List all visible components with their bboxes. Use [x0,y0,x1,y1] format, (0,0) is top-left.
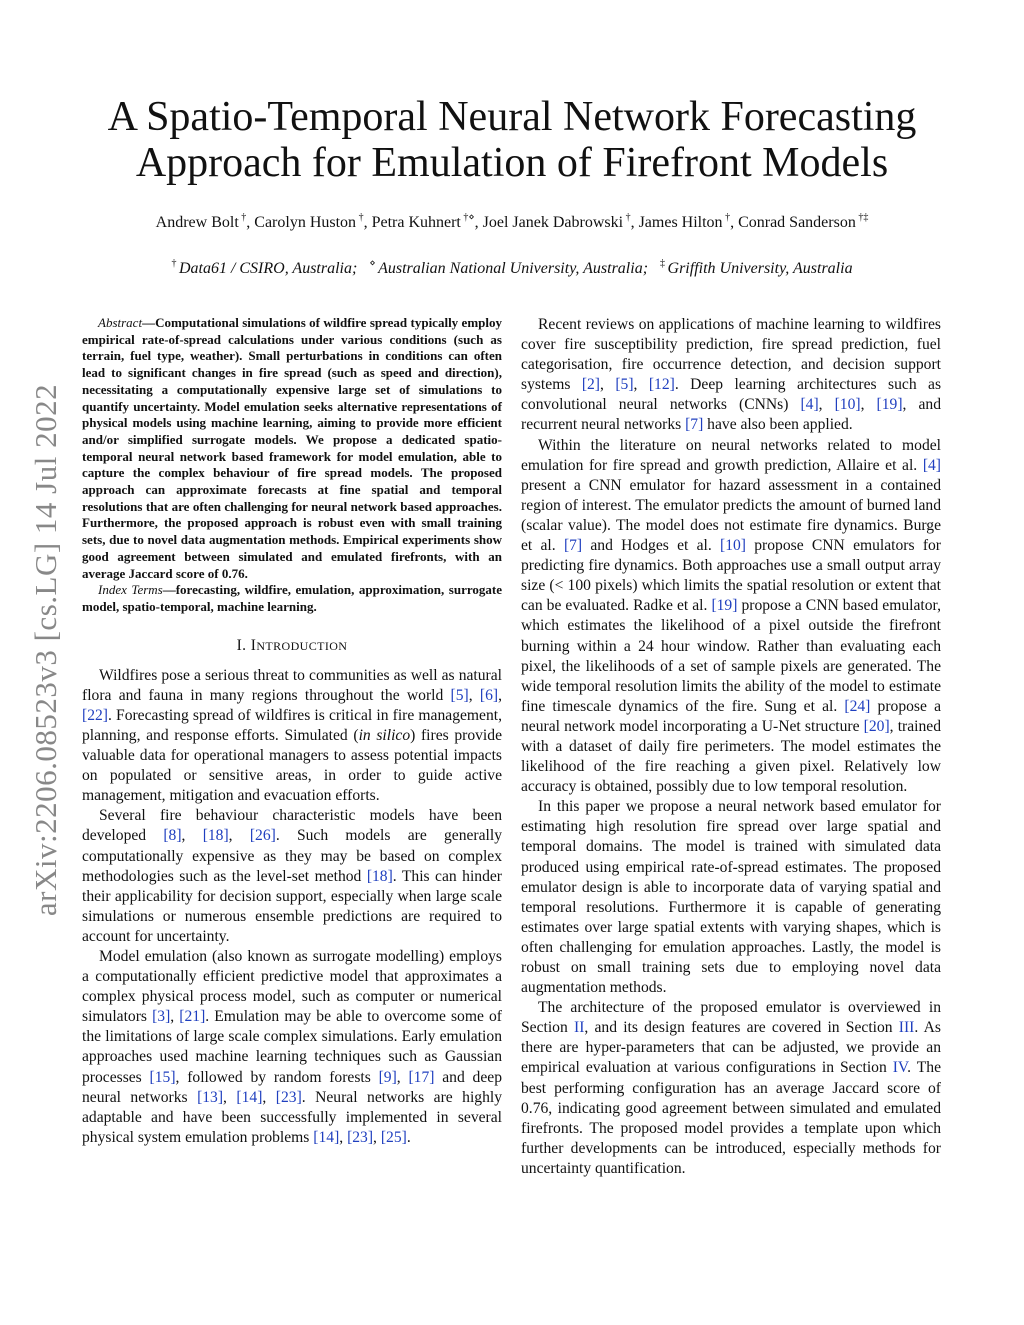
citation-link[interactable]: [23] [275,1088,302,1106]
right-body [521,315,941,1179]
author-name: Carolyn Huston [254,214,357,231]
right-paragraph-1: Recent reviews on applications of machine learning to wildfires cover fire susceptibility prediction, fire spread prediction, fuel categorisation, fire occurrence detection, and decision support systems [2], [5], [12]. Deep learning architectures such as convolutional neural networks (CNNs) [4], [10], [19], and recurrent neural networks [7] have also been applied. [521,316,942,434]
affiliation [660,260,853,277]
abstract [82,315,502,582]
section-heading-introduction: I. INTRODUCTION [236,636,348,654]
author [156,214,247,231]
citation-link[interactable]: [23] [347,1128,374,1146]
citation-link[interactable]: [24] [844,697,871,715]
citation-link[interactable]: IV [892,1059,908,1077]
abstract-label: Abstract [98,315,143,330]
citation-link[interactable]: [7] [685,416,704,434]
citation-link[interactable]: [10] [834,396,861,414]
affiliation-name: Australian National University, Australia; [378,260,649,277]
author-affiliation-marks: † [356,212,364,223]
citation-link[interactable]: [17] [408,1068,435,1086]
affiliation [369,260,648,277]
abstract-text: —Computational simulations of wildfire spread typically employ empirical rate-of-spread calculations under various conditions (such as terrain, fuel type, weather). Small perturbations in conditions can often lead to significant changes in fire spread (such as speed and direction), necessitating a computationally expensive large set of simulations to quantify uncertainty. Model emulation seeks alternative representations of physical models using machine learning, aiming to provide more efficient and/or simplified surrogate models. We propose a dedicated spatio-temporal neural network based framework for model emulation, able to capture the complex behaviour of fire spread models. The proposed approach can approximate forecasts at fine spatial and temporal resolutions that are often challenging for neural network based approaches. Furthermore, the proposed approach is robust even with small training sets, due to novel data augmentation methods. Empirical experiments show good agreement between simulated and emulated firefronts, with an average Jaccard score of 0.76. [82,315,502,581]
citation-link[interactable]: [19] [876,396,903,414]
arxiv-sidebar [28,360,64,940]
author [372,214,475,231]
title-line-2: Approach for Emulation of Firefront Models [135,140,889,186]
citation-link[interactable]: [21] [179,1008,206,1026]
left-paragraph-3: Model emulation (also known as surrogate modelling) employs a computationally efficient predictive model that approximates a complex physical process model, such as computer or numerical simulators [3], [21]. Emulation may be able to overcome some of the limitations of large scale complex simulations. Early emulation approaches used machine learning techniques such as Gaussian processes [15], followed by random forests [9], [17] and deep neural networks [13], [14], [23]. Neural networks are highly adaptable and have been successfully implemented in several physical system emulation problems [14], [23], [25]. [82,947,503,1146]
citation-link[interactable]: [25] [380,1128,407,1146]
author-name: James Hilton [638,214,723,231]
author-affiliation-marks: † [722,212,731,223]
paper-title [80,94,944,186]
citation-link[interactable]: [14] [313,1128,340,1146]
author-name: Petra Kuhnert [371,214,461,231]
author-name: Andrew Bolt [155,214,239,231]
author-affiliation-marks: † [623,212,631,223]
citation-link[interactable]: [10] [720,537,746,555]
affiliation-mark: ⋄ [369,258,379,269]
affiliation-list [60,258,964,280]
citation-link[interactable]: [18] [202,827,229,845]
left-paragraph-2: Several fire behaviour characteristic models have been developed [8], [18], [26]. Such models are generally computationally expensive as they may be based on complex methodologies such as the level-set method [18]. This can hinder their applicability for decision support, especially when large scale simulations or numerous ensemble predictions are required to account for uncertainty. [82,807,503,945]
citation-link[interactable]: III [898,1019,915,1037]
author-list: Andrew Bolt †, Carolyn Huston †, Petra Kuhnert †⋄, Joel Janek Dabrowski †, James Hilton †, Conrad Sanderson †‡ [155,212,869,231]
affiliation-name: Griffith University, Australia [667,260,853,277]
right-paragraph-4: The architecture of the proposed emulator is overviewed in Section II, and its design features are covered in Section III. As there are hyper-parameters that can be adjusted, we provide an empirical evaluation at various configurations in Section IV. The best performing configuration has an average Jaccard score of 0.76, indicating good agreement between simulated and emulated firefronts. The proposed model provides a template upon which further developments can be introduced, especially methods for uncertainty quantification. [521,999,941,1177]
author [738,214,868,231]
left-column [82,315,502,1148]
citation-link[interactable]: [15] [149,1068,176,1086]
title-line-1: A Spatio-Temporal Neural Network Forecasting [107,94,917,140]
right-paragraph-2: Within the literature on neural networks related to model emulation for fire spread and growth prediction, Allaire et al. [4] present a CNN emulator for hazard assessment in a contained region of interest. The emulator predicts the amount of burned land (scalar value). The model does not estimate fire dynamics. Burge et al. [7] and Hodges et al. [10] propose CNN emulators for predicting fire dynamics. Both approaches use a small output array size (< 100 pixels) which limits the spatial resolution or extent that can be evaluated. Radke et al. [19] propose a CNN based emulator, which estimates the likelihood of a pixel outside the firefront burning within a 24 hour window. Rather than evaluating each pixel, the likelihoods of a set of sample pixels are generated. The wide temporal resolution limits the ability of the model to estimate fine timescale dynamics of the fire. Sung et al. [24] propose a neural network model incorporating a U-Net structure [20], trained with a dataset of daily fire perimeters. The model estimates the likelihood of the fire reaching a given pixel. Relatively low accuracy is obtained, possibly due to low temporal resolution. [521,436,942,796]
citation-link[interactable]: [7] [563,537,583,555]
arxiv-identifier: arXiv:2206.08523v3 [cs.LG] 14 Jul 2022 [28,383,63,917]
citation-link[interactable]: [13] [197,1088,224,1106]
author-name: Conrad Sanderson [738,214,856,231]
index-terms-text: —forecasting, wildfire, emulation, approximation, surrogate model, spatio-temporal, machine learning. [82,582,502,614]
author-affiliation-marks: †⋄ [460,212,475,223]
left-paragraph-1: Wildfires pose a serious threat to communities as well as natural flora and fauna in many regions throughout the world [5], [6], [22]. Forecasting spread of wildfires is critical in fire management, planning, and response efforts. Simulated (in silico) fires provide valuable data for operational managers to assess potential impacts on populated or sensitive areas, in order to guide active management, mitigation and evacuation efforts. [82,666,502,805]
index-terms [82,582,502,615]
author-affiliation-marks: † [238,212,247,223]
citation-link[interactable]: [3] [152,1008,171,1026]
index-terms-label: Index Terms [98,582,163,598]
affiliation-mark: † [171,258,179,269]
citation-link[interactable]: [5] [615,376,634,394]
citation-link[interactable]: [26] [249,827,276,845]
citation-link[interactable]: [20] [863,717,890,735]
citation-link[interactable]: [4] [800,396,819,414]
author-name: Joel Janek Dabrowski [482,214,624,231]
citation-link[interactable]: [18] [366,867,393,885]
citation-link[interactable]: [12] [648,376,675,394]
affiliation-mark: ‡ [660,258,668,269]
citation-link[interactable]: [6] [479,686,499,704]
citation-link[interactable]: II [574,1019,585,1037]
left-body [82,666,502,1148]
emphasis: in silico [358,726,411,744]
affiliation [171,260,357,277]
author [483,214,631,231]
citation-link[interactable]: [22] [82,706,108,724]
author [254,214,363,231]
right-paragraph-3: In this paper we propose a neural network based emulator for estimating high resolution fire spread over large spatial and temporal domains. The model is trained with simulated data produced using empirical rate-of-spread estimates. The proposed emulator design is able to incorporate data of varying spatial and temporal resolutions. Furthermore it is capable of generating estimates over large spatial extents with varying shapes, which is often challenging for emulation approaches. Lastly, the model is robust on small training sets due to employing novel data augmentation methods. [521,798,941,997]
citation-link[interactable]: [5] [450,686,469,704]
right-column [521,315,941,1179]
affiliation-name: Data61 / CSIRO, Australia; [178,260,358,277]
author [639,214,731,231]
author-affiliation-marks: †‡ [855,212,869,223]
citation-link[interactable]: [2] [581,376,600,394]
citation-link[interactable]: [19] [711,597,738,615]
citation-link[interactable]: [14] [236,1088,263,1106]
citation-link[interactable]: [4] [922,456,941,474]
citation-link[interactable]: [8] [163,827,182,845]
citation-link[interactable]: [9] [378,1068,397,1086]
